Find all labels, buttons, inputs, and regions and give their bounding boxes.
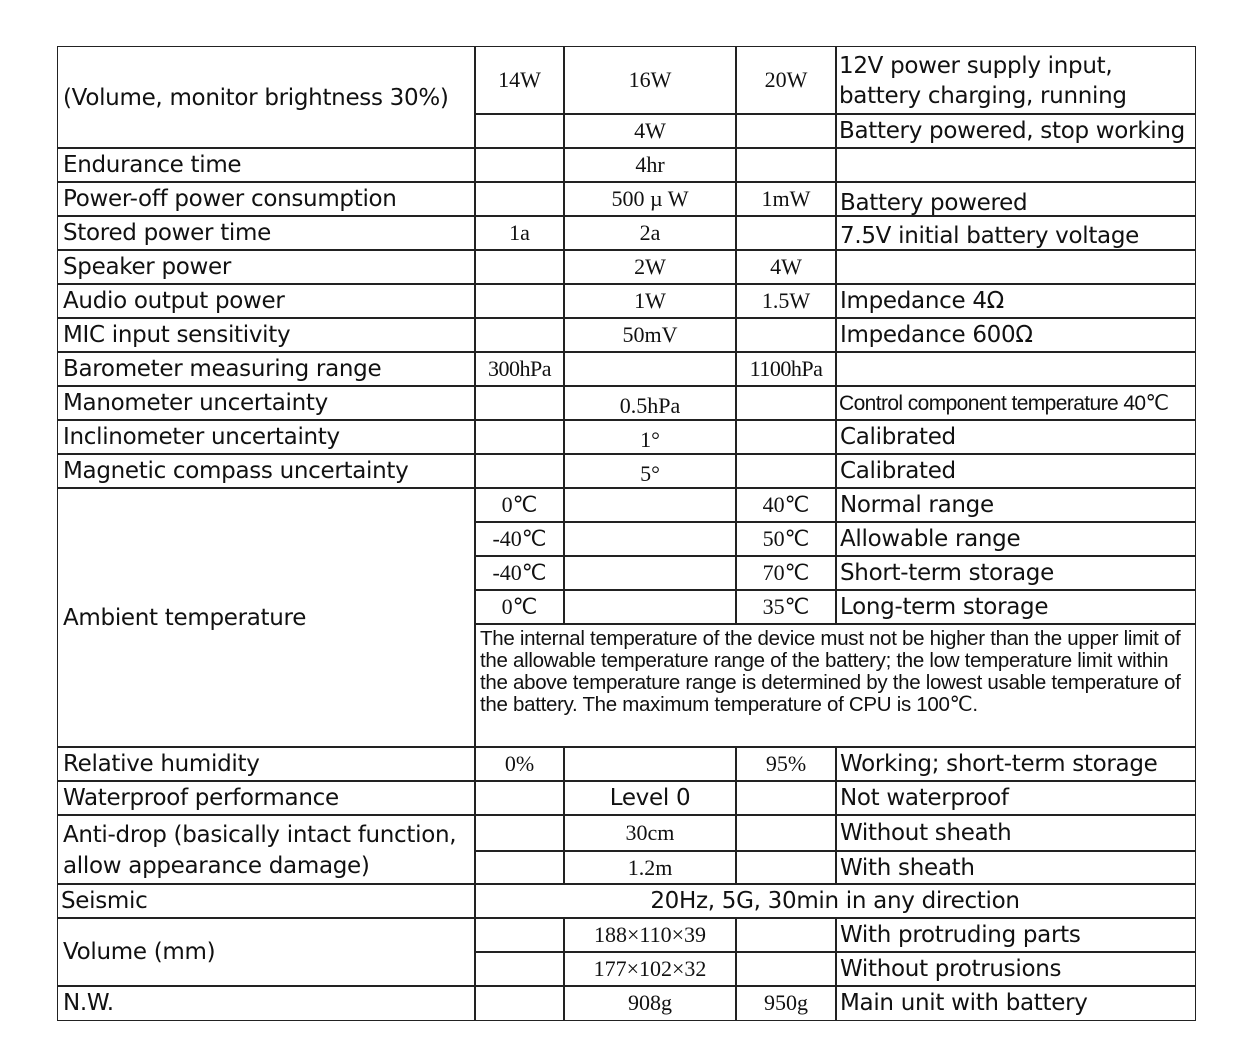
speaker-min bbox=[474, 249, 565, 285]
ambient-range-note: Long-term storage bbox=[835, 589, 1196, 625]
ambient-range-typ bbox=[563, 521, 737, 557]
label-audio: Audio output power bbox=[57, 283, 476, 319]
poweroff-max: 1mW bbox=[735, 181, 837, 217]
poweroff-min bbox=[474, 181, 565, 217]
ambient-range-max: 70℃ bbox=[735, 555, 837, 591]
label-seismic: Seismic bbox=[57, 883, 476, 919]
inclinometer-typ: 1° bbox=[563, 419, 737, 455]
mic-typ: 50mV bbox=[563, 317, 737, 353]
manometer-note: Control component temperature 40℃ bbox=[835, 385, 1196, 421]
waterproof-max bbox=[735, 780, 837, 816]
waterproof-note: Not waterproof bbox=[835, 780, 1196, 816]
ambient-range-typ bbox=[563, 487, 737, 523]
humidity-note: Working; short-term storage bbox=[835, 746, 1196, 782]
humidity-typ bbox=[563, 746, 737, 782]
mic-note: Impedance 600Ω bbox=[835, 317, 1196, 353]
antidrop-typ: 30cm bbox=[563, 814, 737, 852]
antidrop-max bbox=[735, 850, 837, 885]
ambient-range-note: Allowable range bbox=[835, 521, 1196, 557]
power-stopped-min bbox=[474, 113, 565, 149]
endurance-typ: 4hr bbox=[563, 147, 737, 183]
label-inclinometer: Inclinometer uncertainty bbox=[57, 419, 476, 455]
inclinometer-max bbox=[735, 419, 837, 455]
manometer-typ: 0.5hPa bbox=[563, 385, 737, 421]
seismic-value: 20Hz, 5G, 30min in any direction bbox=[474, 883, 1196, 919]
ambient-range-typ bbox=[563, 589, 737, 625]
mic-max bbox=[735, 317, 837, 353]
endurance-min bbox=[474, 147, 565, 183]
ambient-range-note: Normal range bbox=[835, 487, 1196, 523]
nw-typ: 908g bbox=[563, 985, 737, 1021]
volume-typ: 177×102×32 bbox=[563, 951, 737, 987]
ambient-range-max: 35℃ bbox=[735, 589, 837, 625]
label-waterproof: Waterproof performance bbox=[57, 780, 476, 816]
power-running-typ: 16W bbox=[563, 46, 737, 115]
power-stopped-typ: 4W bbox=[563, 113, 737, 149]
nw-max: 950g bbox=[735, 985, 837, 1021]
volume-note: Without protrusions bbox=[835, 951, 1196, 987]
poweroff-typ: 500 µ W bbox=[563, 181, 737, 217]
endurance-note bbox=[835, 147, 1196, 183]
label-barometer: Barometer measuring range bbox=[57, 351, 476, 387]
endurance-max bbox=[735, 147, 837, 183]
label-volume: Volume (mm) bbox=[57, 917, 476, 987]
poweroff-note: Battery powered bbox=[835, 181, 1196, 217]
barometer-note bbox=[835, 351, 1196, 387]
audio-max: 1.5W bbox=[735, 283, 837, 319]
antidrop-note: With sheath bbox=[835, 850, 1196, 885]
ambient-range-min: -40℃ bbox=[474, 521, 565, 557]
barometer-max: 1100hPa bbox=[735, 351, 837, 387]
ambient-range-max: 40℃ bbox=[735, 487, 837, 523]
volume-max bbox=[735, 951, 837, 987]
label-power: (Volume, monitor brightness 30%) bbox=[57, 46, 476, 149]
volume-typ: 188×110×39 bbox=[563, 917, 737, 953]
ambient-range-min: 0℃ bbox=[474, 589, 565, 625]
power-running-min: 14W bbox=[474, 46, 565, 115]
waterproof-typ: Level 0 bbox=[563, 780, 737, 816]
volume-min bbox=[474, 917, 565, 953]
ambient-remark: The internal temperature of the device must not be higher than the upper limit of the allowable temperature range of the battery; the low temperature limit within the above temperature range is determined by the lowest usable temperature of the battery. The maximum temperature of CPU is 100℃. bbox=[474, 623, 1196, 748]
ambient-range-typ bbox=[563, 555, 737, 591]
compass-max bbox=[735, 453, 837, 489]
antidrop-max bbox=[735, 814, 837, 852]
ambient-range-note: Short-term storage bbox=[835, 555, 1196, 591]
volume-min bbox=[474, 951, 565, 987]
label-nw: N.W. bbox=[57, 985, 476, 1021]
stored-min: 1a bbox=[474, 215, 565, 251]
label-manometer: Manometer uncertainty bbox=[57, 385, 476, 421]
label-ambient: Ambient temperature bbox=[57, 487, 476, 748]
label-speaker: Speaker power bbox=[57, 249, 476, 285]
inclinometer-note: Calibrated bbox=[835, 419, 1196, 455]
audio-note: Impedance 4Ω bbox=[835, 283, 1196, 319]
speaker-max: 4W bbox=[735, 249, 837, 285]
stored-typ: 2a bbox=[563, 215, 737, 251]
power-running-max: 20W bbox=[735, 46, 837, 115]
audio-typ: 1W bbox=[563, 283, 737, 319]
waterproof-min bbox=[474, 780, 565, 816]
label-humidity: Relative humidity bbox=[57, 746, 476, 782]
volume-max bbox=[735, 917, 837, 953]
ambient-range-max: 50℃ bbox=[735, 521, 837, 557]
stored-note: 7.5V initial battery voltage bbox=[835, 215, 1196, 251]
stored-max bbox=[735, 215, 837, 251]
compass-min bbox=[474, 453, 565, 489]
label-stored: Stored power time bbox=[57, 215, 476, 251]
label-antidrop: Anti-drop (basically intact function, allow appearance damage) bbox=[57, 814, 476, 885]
ambient-range-min: -40℃ bbox=[474, 555, 565, 591]
humidity-min: 0% bbox=[474, 746, 565, 782]
compass-note: Calibrated bbox=[835, 453, 1196, 489]
antidrop-typ: 1.2m bbox=[563, 850, 737, 885]
antidrop-min bbox=[474, 850, 565, 885]
humidity-max: 95% bbox=[735, 746, 837, 782]
label-compass: Magnetic compass uncertainty bbox=[57, 453, 476, 489]
antidrop-min bbox=[474, 814, 565, 852]
label-poweroff: Power-off power consumption bbox=[57, 181, 476, 217]
mic-min bbox=[474, 317, 565, 353]
speaker-typ: 2W bbox=[563, 249, 737, 285]
audio-min bbox=[474, 283, 565, 319]
compass-typ: 5° bbox=[563, 453, 737, 489]
ambient-range-min: 0℃ bbox=[474, 487, 565, 523]
nw-min bbox=[474, 985, 565, 1021]
power-running-note: 12V power supply input, battery charging, running bbox=[835, 46, 1196, 115]
volume-note: With protruding parts bbox=[835, 917, 1196, 953]
antidrop-note: Without sheath bbox=[835, 814, 1196, 852]
nw-note: Main unit with battery bbox=[835, 985, 1196, 1021]
barometer-min: 300hPa bbox=[474, 351, 565, 387]
inclinometer-min bbox=[474, 419, 565, 455]
power-stopped-note: Battery powered, stop working bbox=[835, 113, 1196, 149]
barometer-typ bbox=[563, 351, 737, 387]
power-stopped-max bbox=[735, 113, 837, 149]
manometer-min bbox=[474, 385, 565, 421]
speaker-note bbox=[835, 249, 1196, 285]
label-endurance: Endurance time bbox=[57, 147, 476, 183]
manometer-max bbox=[735, 385, 837, 421]
label-mic: MIC input sensitivity bbox=[57, 317, 476, 353]
